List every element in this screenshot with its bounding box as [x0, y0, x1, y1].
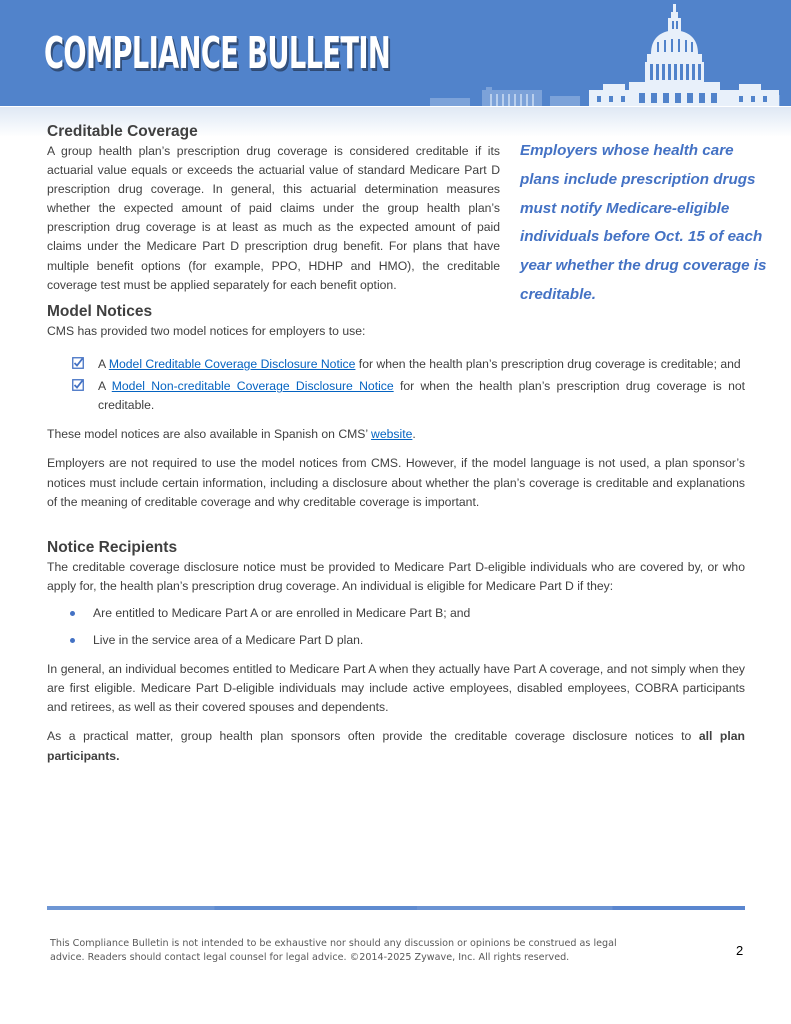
practical-prefix: As a practical matter, group health plan sponsors often provide the creditable coverage disclosure notices to — [47, 729, 699, 744]
model-notices-intro: CMS has provided two model notices for employers to use: — [47, 324, 366, 338]
creditable-coverage-section — [47, 122, 500, 295]
eligibility-list — [47, 604, 745, 650]
list-item — [47, 631, 745, 650]
notice-recipients-general: In general, an individual becomes entitled to Medicare Part A when they actually have Part A coverage, and not simply when they are first eligible. Medicare Part D-eligible individuals may include active employees, disabled employees, COBRA participants and retirees, as well as their covered spouses and dependents. — [47, 662, 745, 715]
notice-recipients-section — [47, 538, 745, 766]
model-notices-section — [47, 302, 745, 512]
spanish-prefix: These model notices are also available in Spanish on CMS’ — [47, 427, 372, 442]
model-creditable-notice-link[interactable]: Model Creditable Coverage Disclosure Notice — [108, 357, 356, 372]
bullet-text: Are entitled to Medicare Part A or are enrolled in Medicare Part B; and — [93, 606, 471, 621]
spanish-availability-text — [47, 425, 745, 444]
list-item — [47, 355, 745, 374]
cms-website-link[interactable]: website — [371, 427, 413, 442]
model-notices-list — [47, 355, 745, 415]
section-heading-notice-recipients: Notice Recipients — [47, 539, 178, 556]
callout-pull-quote: Employers whose health care plans include prescription drugs must notify Medicare-eligible individuals before Oct. 15 of each year whether the drug coverage is creditable. — [520, 142, 767, 303]
footer-disclaimer: This Compliance Bulletin is not intended to be exhaustive nor should any discussion or opinions be construed as legal advice. Readers should contact legal counsel for legal advice. ©2014-2025 Zywave, Inc. All rights reserved. — [50, 938, 617, 963]
list-item — [47, 604, 745, 623]
list-item — [47, 377, 745, 415]
bullet-text: Live in the service area of a Medicare Part D plan. — [93, 633, 364, 648]
model-notices-not-required: Employers are not required to use the model notices from CMS. However, if the model language is not used, a plan sponsor’s notices must include certain information, including a disclosure about whether the plan’s coverage is creditable and explanations of the meaning of creditable coverage and why creditable coverage is important. — [47, 456, 745, 509]
spanish-suffix: . — [412, 427, 416, 442]
section-heading-model-notices: Model Notices — [47, 303, 153, 320]
capitol-dome-icon — [589, 4, 779, 107]
creditable-coverage-body: A group health plan’s prescription drug coverage is considered creditable if its actuarial value equals or exceeds the actuarial value of standard Medicare Part D prescription drug coverage. In general, this actuarial determination measures whether the expected amount of paid claims under the group health plan’s prescription drug coverage is at least as much as the expected amount of paid claims under the Medicare Part D prescription drug benefit. For plans that have multiple benefit options (for example, PPO, HDHP and HMO), the creditable coverage test must be applied separately for each benefit option. — [47, 144, 500, 292]
notice-recipients-practical — [47, 727, 745, 765]
bulletin-title: COMPLIANCE BULLETIN — [44, 28, 391, 79]
section-heading-creditable-coverage: Creditable Coverage — [47, 123, 198, 140]
bullet-icon — [70, 638, 75, 643]
practical-bold: all plan participants. — [47, 729, 745, 763]
item-suffix: for when the health plan’s prescription drug coverage is not creditable. — [98, 379, 746, 413]
bullet-icon — [70, 611, 75, 616]
footer-divider — [47, 906, 745, 910]
model-noncreditable-notice-link[interactable]: Model Non-creditable Coverage Disclosure Notice — [111, 379, 394, 394]
checkbox-checked-icon — [72, 379, 84, 391]
item-prefix: A — [98, 379, 112, 394]
bulletin-header-banner — [0, 0, 791, 107]
item-suffix: for when the health plan’s prescription drug coverage is creditable; and — [355, 357, 741, 372]
item-prefix: A — [98, 357, 109, 372]
checkbox-checked-icon — [72, 357, 84, 369]
page-number: 2 — [736, 943, 744, 958]
notice-recipients-intro: The creditable coverage disclosure notice must be provided to Medicare Part D-eligible individuals who are covered by, or who apply for, the health plan’s prescription drug coverage. An individual is eligible for Medicare Part D if they: — [47, 560, 745, 594]
